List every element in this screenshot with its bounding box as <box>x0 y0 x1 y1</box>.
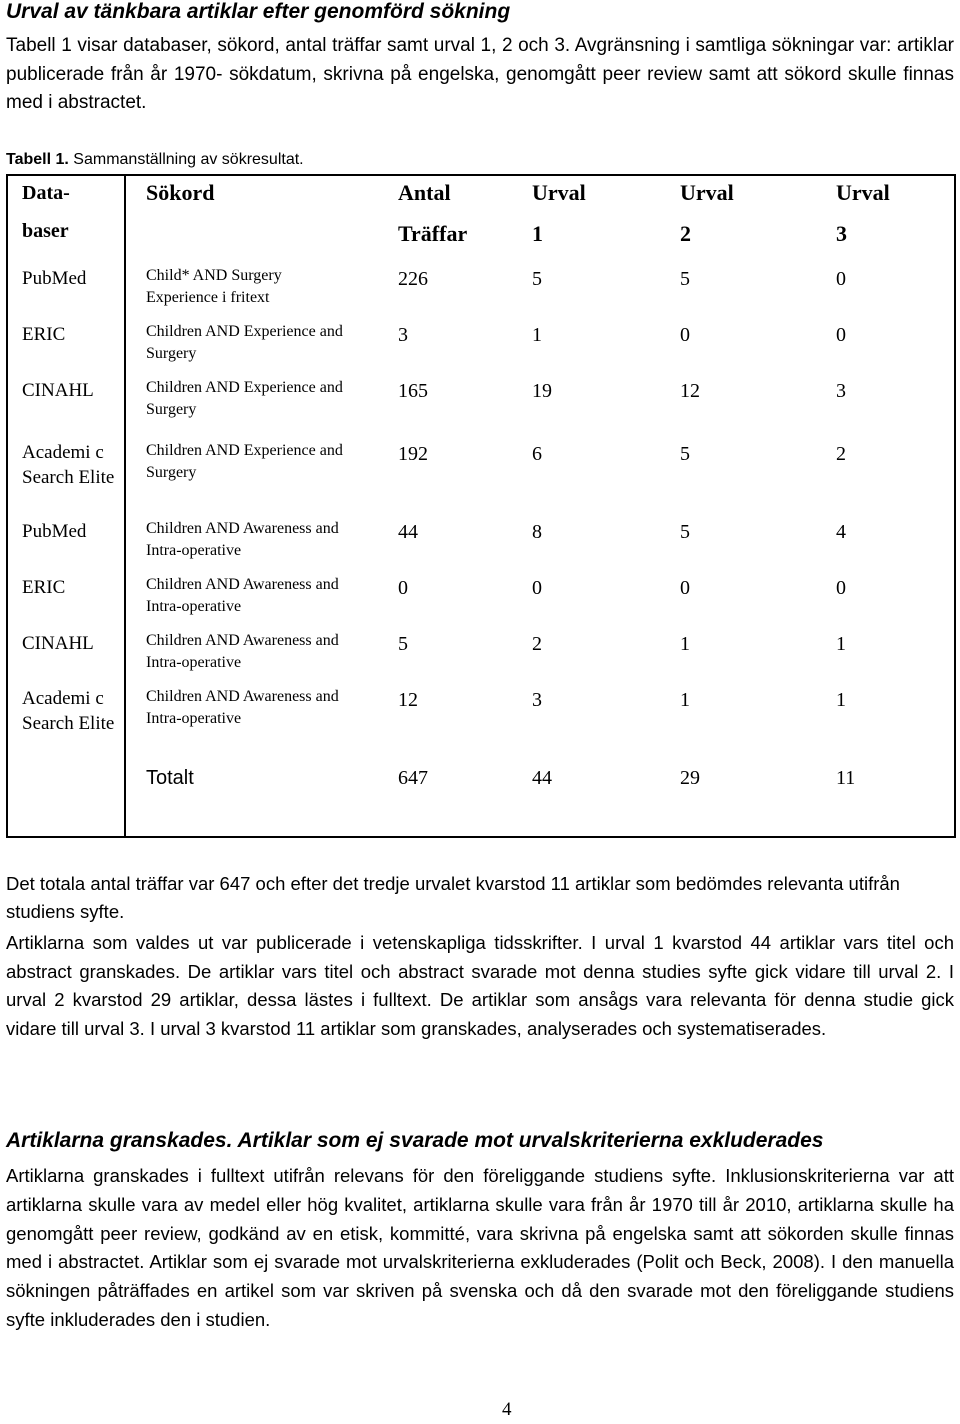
cell-urval2: 0 <box>680 577 690 599</box>
cell-keywords: Child* AND Surgery Experience i fritext <box>146 267 282 306</box>
cell-hits: 5 <box>398 633 408 655</box>
cell-total-label: Totalt <box>146 767 194 789</box>
cell-total-urval1: 44 <box>532 767 552 789</box>
cell-urval1: 2 <box>532 633 542 655</box>
cell-keywords: Children AND Experience and Surgery <box>146 323 343 362</box>
cell-keywords: Children AND Awareness and Intra-operative <box>146 576 339 615</box>
cell-database: ERIC <box>22 577 66 598</box>
search-results-table <box>6 174 956 838</box>
cell-urval1: 1 <box>532 324 542 346</box>
cell-database: CINAHL <box>22 633 94 654</box>
cell-database: Academi c Search Elite <box>22 688 115 734</box>
header-traffar: Träffar <box>398 221 468 246</box>
table-caption <box>6 150 304 170</box>
cell-urval2: 12 <box>680 380 700 402</box>
cell-hits: 192 <box>398 443 428 465</box>
cell-urval3: 0 <box>836 324 846 346</box>
cell-urval1: 0 <box>532 577 542 599</box>
header-urval2-number: 2 <box>680 221 691 246</box>
header-sokord: Sökord <box>146 180 215 205</box>
cell-urval1: 8 <box>532 521 542 543</box>
cell-hits: 226 <box>398 268 428 290</box>
header-urval1-number: 1 <box>532 221 543 246</box>
cell-urval2: 0 <box>680 324 690 346</box>
cell-urval1: 3 <box>532 689 542 711</box>
cell-urval3: 1 <box>836 633 846 655</box>
cell-urval3: 2 <box>836 443 846 465</box>
table-caption-text: Sammanställning av sökresultat. <box>68 151 304 168</box>
cell-keywords: Children AND Experience and Surgery <box>146 442 343 481</box>
cell-total-hits: 647 <box>398 767 428 789</box>
section-heading-granskning: Artiklarna granskades. Artiklar som ej svarade mot urvalskriterierna exkluderades <box>6 1129 824 1152</box>
cell-database: Academi c Search Elite <box>22 442 115 488</box>
cell-hits: 44 <box>398 521 418 543</box>
header-urval1: Urval <box>532 180 586 205</box>
cell-keywords: Children AND Awareness and Intra-operative <box>146 632 339 671</box>
page-number: 4 <box>502 1399 512 1420</box>
cell-total-urval3: 11 <box>836 767 856 789</box>
cell-keywords: Children AND Awareness and Intra-operative <box>146 688 339 727</box>
result-paragraph-2: Artiklarna som valdes ut var publicerade i vetenskapliga tidsskrifter. I urval 1 kvarstod 44 artiklar vars titel och abstract granskades. De artiklar vars titel och abstract svarade mot denna studies syfte gick vidare till urval 2. I urval 2 kvarstod 29 artiklar, dessa lästes i fulltext. De artiklar som ansågs vara relevanta för denna studie gick vidare till urval 3. I urval 3 kvarstod 11 artiklar som granskades, analyserades och systematiserades. <box>6 932 954 1039</box>
result-paragraph-1: Det totala antal träffar var 647 och efter det tredje urvalet kvarstod 11 artiklar som bedömdes relevanta utifrån studiens syfte. <box>6 873 900 922</box>
table-caption-label: Tabell 1. <box>6 151 69 168</box>
header-urval3-number: 3 <box>836 221 847 246</box>
cell-urval2: 1 <box>680 689 690 711</box>
header-urval3: Urval <box>836 180 890 205</box>
cell-urval3: 0 <box>836 268 846 290</box>
cell-urval2: 5 <box>680 268 690 290</box>
section-heading-urval: Urval av tänkbara artiklar efter genomförd sökning <box>6 0 511 23</box>
cell-keywords: Children AND Awareness and Intra-operative <box>146 520 339 559</box>
cell-database: PubMed <box>22 521 87 542</box>
header-antal: Antal <box>398 180 451 205</box>
cell-urval1: 5 <box>532 268 542 290</box>
header-urval2: Urval <box>680 180 734 205</box>
cell-urval2: 5 <box>680 521 690 543</box>
cell-urval3: 3 <box>836 380 846 402</box>
cell-database: PubMed <box>22 268 87 289</box>
cell-total-urval2: 29 <box>680 767 700 789</box>
cell-urval2: 1 <box>680 633 690 655</box>
cell-urval2: 5 <box>680 443 690 465</box>
cell-urval3: 4 <box>836 521 846 543</box>
cell-hits: 0 <box>398 577 408 599</box>
cell-database: ERIC <box>22 324 66 345</box>
header-databaser-line1: Data- <box>22 182 70 204</box>
cell-keywords: Children AND Experience and Surgery <box>146 379 343 418</box>
cell-hits: 3 <box>398 324 408 346</box>
review-paragraph: Artiklarna granskades i fulltext utifrån relevans för den föreliggande studiens syfte. Inklusionskriterierna var att artiklarna skulle vara av medel eller hög kvalitet, artiklarna skulle vara från år 1970 till år 2010, artiklarna skulle ha genomgått peer review, godkänd av en etisk, kommitté, vara skrivna på engelska samt att sökorden skulle finnas med i abstractet. Artiklar som ej svarade mot urvalskriterierna exkluderades (Polit och Beck, 2008). I den manuella sökningen påträffades en artikel som var skriven på svenska och då den svarade mot den föreliggande studiens syfte inkluderades den i studien. <box>6 1165 954 1330</box>
cell-urval3: 0 <box>836 577 846 599</box>
header-databaser-line2: baser <box>22 220 69 242</box>
cell-database: CINAHL <box>22 380 94 401</box>
cell-urval1: 6 <box>532 443 542 465</box>
intro-paragraph: Tabell 1 visar databaser, sökord, antal träffar samt urval 1, 2 och 3. Avgränsning i samtliga sökningar var: artiklar publicerade från år 1970- sökdatum, skrivna på engelska, genomgått peer review samt att sökord skulle finnas med i abstractet. <box>6 35 954 114</box>
cell-hits: 12 <box>398 689 418 711</box>
cell-urval1: 19 <box>532 380 552 402</box>
cell-hits: 165 <box>398 380 428 402</box>
cell-urval3: 1 <box>836 689 846 711</box>
